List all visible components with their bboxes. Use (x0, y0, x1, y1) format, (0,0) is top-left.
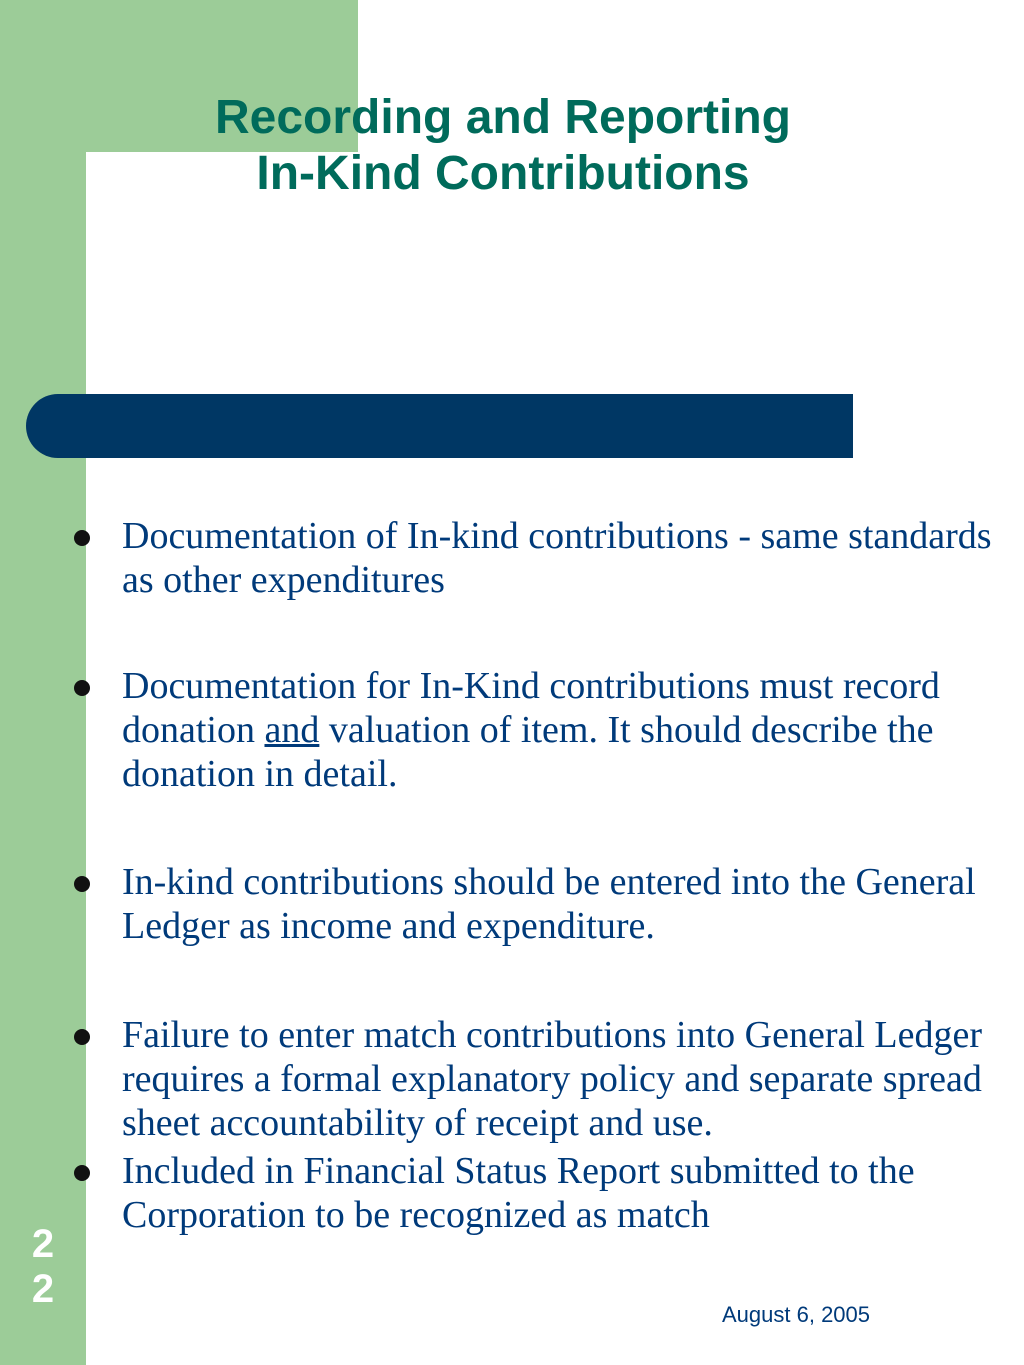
bullet-text-after: valuation of item. It should describe the donation in detail. (122, 709, 934, 795)
bullet-dot-icon (74, 876, 90, 892)
bullet-item (70, 514, 1005, 602)
bullet-text-underlined: and (264, 709, 320, 751)
bullet-text: Included in Financial Status Report submitted to the Corporation to be recognized as match (122, 1150, 915, 1236)
bullet-text: Failure to enter match contributions into General Ledger requires a formal explanatory policy and separate spread sheet accountability of receipt and use. (122, 1014, 982, 1144)
title-line-2: In-Kind Contributions (256, 147, 750, 200)
bullet-text: Documentation of In-kind contributions - same standards as other expenditures (122, 515, 992, 601)
bullet-dot-icon (74, 1165, 90, 1181)
bullet-item (70, 1013, 1005, 1145)
footer-date: August 6, 2005 (722, 1302, 871, 1327)
bullet-item (70, 664, 1005, 796)
title-line-1: Recording and Reporting (215, 91, 791, 144)
bullet-text-before: Documentation for In-Kind contributions must record donation (122, 665, 940, 751)
bullet-dot-icon (74, 680, 90, 696)
bullet-item (70, 1149, 1005, 1237)
bullet-dot-icon (74, 1029, 90, 1045)
slide-title (100, 90, 906, 202)
slide-number: 22 (31, 1222, 55, 1311)
bullet-text: In-kind contributions should be entered into the General Ledger as income and expenditure. (122, 861, 976, 947)
bullet-dot-icon (74, 530, 90, 546)
accent-bar (26, 394, 853, 458)
bullet-item (70, 860, 1005, 948)
bullet-list (70, 514, 1005, 1237)
